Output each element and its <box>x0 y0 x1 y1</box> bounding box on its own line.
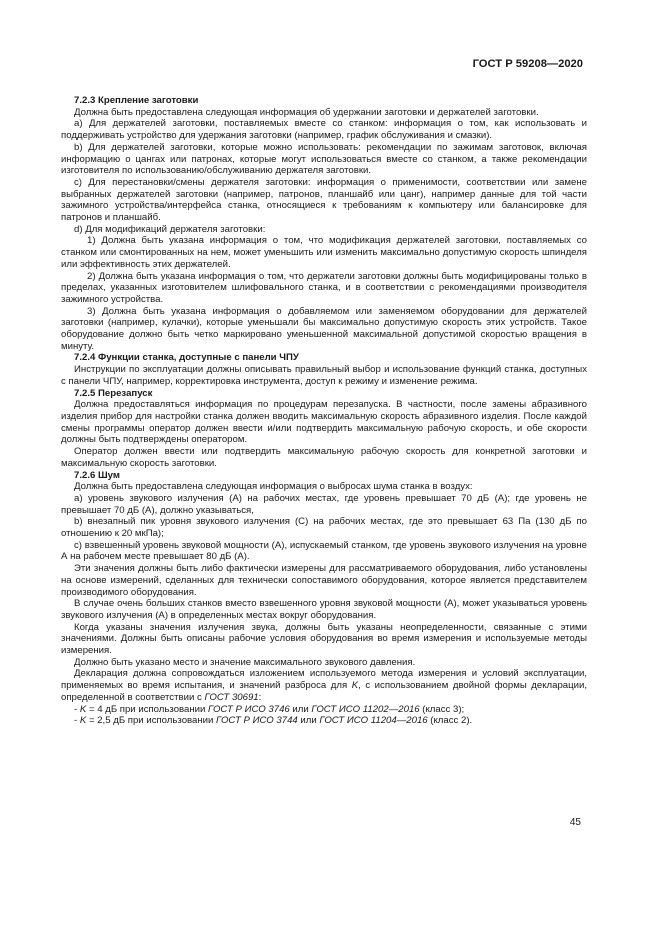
list-item-c: c) взвешенный уровень звуковой мощности (А), испускаемый станком, где уровень звукового излучения на уровне А на рабочем месте превышает 80 дБ (А). <box>61 539 587 563</box>
paragraph: Эти значения должны быть либо фактически измерены для рассматриваемого оборудования, либо установлены на основе измерений, сделанных для технически сопоставимого оборудования, которое является представителем производимого оборудования. <box>61 563 587 598</box>
heading-7-2-5: 7.2.5 Перезапуск <box>74 387 153 399</box>
paragraph: В случае очень больших станков вместо взвешенного уровня звуковой мощности (А), может указываться уровень звукового излучения (А) в определенных местах вокруг оборудования. <box>61 598 587 621</box>
text-run: = 2,5 дБ при использовании <box>86 715 217 727</box>
list-item-a: а) Для держателей заготовки, поставляемых вместе со станком: информация о том, как использовать и поддерживать устройство для удержания заготовки (например, график обслуживания и смазки). <box>61 118 587 142</box>
heading-7-2-3: 7.2.3 Крепление заготовки <box>74 95 199 106</box>
k-symbol: K <box>79 715 87 727</box>
dash-item <box>61 715 587 727</box>
document-id: ГОСТ Р 59208—2020 <box>472 58 583 70</box>
list-item-d: d) Для модификаций держателя заготовки: <box>74 223 266 235</box>
text-run: или <box>289 703 312 715</box>
page-body <box>61 95 587 727</box>
standard-reference: ГОСТ ИСО 11204—2016 <box>319 715 428 727</box>
paragraph: Когда указаны значения излучения звука, должны быть указаны неопределенности, связанные с этими значениями. Должны быть описаны рабочие условия оборудования во время измерения и используемые методы измерения. <box>61 621 587 657</box>
standard-reference: ГОСТ ИСО 11202—2016 <box>311 703 420 715</box>
list-item-a: а) уровень звукового излучения (А) на рабочих местах, где уровень превышает 70 дБ (А); где уровень не превышает 70 дБ (А), должно указываться, <box>61 492 587 516</box>
standard-reference: ГОСТ Р ИСО 3746 <box>208 703 290 715</box>
text-run: , с использованием двойной формы декларации, определенной в соответствии с <box>61 680 587 703</box>
text-run: = 4 дБ при использовании <box>86 703 209 715</box>
dash-item <box>61 704 587 716</box>
text-run: (класс 3); <box>419 703 465 715</box>
text-run: или <box>297 715 320 727</box>
paragraph <box>61 668 587 703</box>
k-symbol: K <box>351 680 359 692</box>
dash-marker: - <box>74 703 80 715</box>
paragraph: Должно быть указано место и значение максимального звукового давления. <box>74 656 416 668</box>
paragraph: Инструкции по эксплуатации должны описывать правильный выбор и использование функций станка, доступных с панели ЧПУ, например, корректировка инструмента, доступ к режиму и изменение режима. <box>61 364 587 387</box>
list-item-c: c) Для перестановки/смены держателя заготовки: информация о применимости, соответствии или замене выбранных держателей заготовки (например, патронов, планшайб или цанг), например данные для той части зажимного устройства/интерфейса станка, относящиеся к требованиям к компьютеру или балансировке для патронов и планшайб. <box>61 176 587 224</box>
list-item-b: b) Для держателей заготовки, которые можно использовать: рекомендации по зажимам заготовок, включая информацию о цангах или патронах, которые могут использоваться вместе со станком, а также рекомендации изготовителя по использованию/обслуживанию держателя заготовки. <box>61 141 587 177</box>
standard-reference: ГОСТ 30691 <box>204 691 259 703</box>
list-item-b: b) внезапный пик уровня звукового излучения (С) на рабочих местах, где это превышает 63 Па (130 дБ по отношению к 20 мкПа); <box>61 516 587 540</box>
text-run: (класс 2). <box>427 715 473 727</box>
paragraph: Оператор должен ввести или подтвердить максимальную рабочую скорость для конкретной заготовки и максимальную скорость заготовки. <box>61 446 587 469</box>
paragraph: Должна предоставляться информация по процедурам перезапуска. В частности, после замены абразивного изделия прибор для настройки станка должен вводить максимальную скорость абразивного изделия. После каждой смены программы оператор должен ввести и/или подтвердить максимальную рабочую скорость, и обе скорости должны быть подтверждены оператором. <box>61 399 587 446</box>
page-number: 45 <box>569 817 581 828</box>
k-symbol: K <box>79 703 87 715</box>
standard-reference: ГОСТ Р ИСО 3744 <box>216 715 298 727</box>
text-run: : <box>258 691 262 703</box>
sub-item-1: 1) Должна быть указана информация о том, что модификация держателей заготовки, поставляемых со станком или смонтированных на нем, может уменьшить или изменить максимально допустимую скорость шпинделя или эффективность этих держателей. <box>61 235 587 270</box>
sub-item-2: 2) Должна быть указана информация о том, что держатели заготовки должны быть модифицированы только в пределах, указанных изготовителем шлифовального станка, и в соответствии с рекомендациями производителя зажимного устройства. <box>61 270 587 305</box>
heading-7-2-4: 7.2.4 Функции станка, доступные с панели ЧПУ <box>74 352 299 364</box>
sub-item-3: 3) Должна быть указана информация о добавляемом или заменяемом оборудовании для держателей заготовки (например, кулачки), которые уменьшали бы максимально допустимую скорость этих устройств. Такое оборудование должно быть четко маркировано уменьшенной максимальной допустимой скоростью вращения в минуту. <box>61 305 587 352</box>
dash-marker: - <box>74 715 80 727</box>
paragraph: Должна быть предоставлена следующая информация о выбросах шума станка в воздух: <box>74 481 473 493</box>
heading-7-2-6: 7.2.6 Шум <box>74 469 120 481</box>
paragraph: Должна быть предоставлена следующая информация об удержании заготовки и держателей заготовки. <box>74 106 539 118</box>
text-run: Декларация должна сопровождаться изложением используемого метода измерения и условий эксплуатации, применяемых во время испытания, и значений разброса для <box>61 668 587 692</box>
